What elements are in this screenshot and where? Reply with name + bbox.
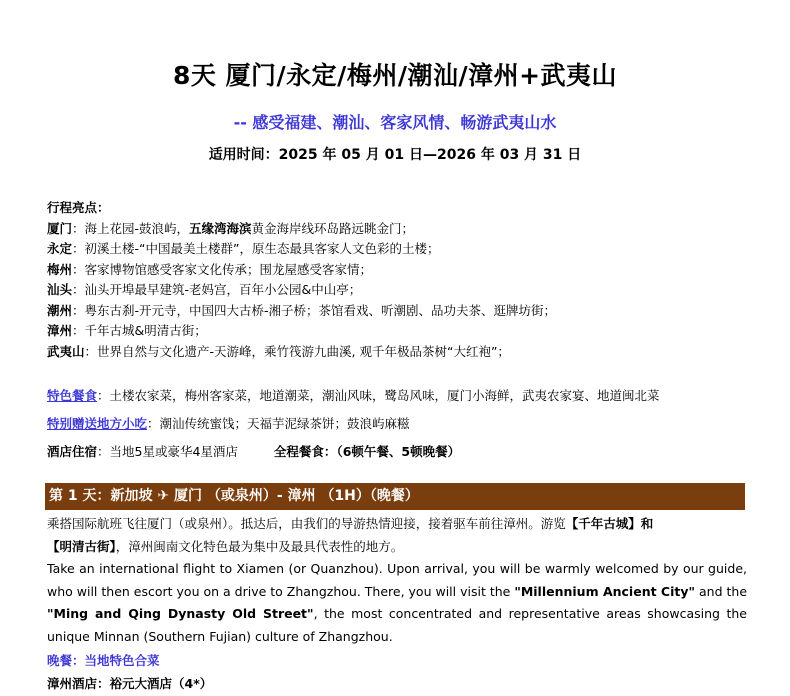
highlight-label: 汕头 <box>47 282 73 297</box>
highlight-text: ：千年古城&明清古街； <box>72 323 207 338</box>
day-1-cn-text: 乘搭国际航班飞往厦门（或泉州）。抵达后，由我们的导游热情迎接，接着驱车前往漳州。游览 <box>47 516 566 531</box>
day-1-description-cn <box>47 513 747 558</box>
highlight-label: 潮州 <box>47 302 73 318</box>
validity-period: 适用时间：2025 年 05 月 01 日—2026 年 03 月 31 日 <box>208 147 582 163</box>
highlight-text: ：客家博物馆感受客家文化传承；围龙屋感受客家情； <box>72 261 373 277</box>
page-title: 8天 厦门/永定/梅州/潮汕/漳州+武夷山 <box>172 61 618 90</box>
page-subtitle: -- 感受福建、潮汕、客家风情、畅游武夷山水 <box>233 113 557 132</box>
day-1-hotel: 漳州酒店：裕元大酒店（4*） <box>47 676 213 691</box>
highlights-section <box>47 198 767 362</box>
day-1-cn-bold-a: 【千年古城】和 <box>565 516 654 531</box>
special-meals-line <box>47 386 777 404</box>
highlight-item <box>47 239 767 260</box>
highlight-text: ：汕头开埠最早建筑-老妈宫，百年小公园&中山亭； <box>72 282 362 297</box>
day-1-description-en <box>47 558 747 648</box>
highlight-label: 厦门 <box>47 220 73 236</box>
highlight-label: 武夷山 <box>47 343 85 359</box>
highlight-item <box>47 260 767 281</box>
highlight-item <box>47 342 767 363</box>
day-1-cn-text-c: ，漳州闽南文化特色最为集中及最具代表性的地方。 <box>115 538 404 554</box>
special-meals-link[interactable]: 特色餐食 <box>47 388 98 403</box>
highlight-item <box>47 301 767 322</box>
highlight-label: 梅州 <box>47 261 73 277</box>
highlights-heading: 行程亮点： <box>47 200 110 215</box>
meals-label: 全程餐食： <box>273 444 337 459</box>
day-1-en-bold-a: "Millennium Ancient City" <box>514 583 696 599</box>
highlight-text: ：初溪土楼-“中国最美土楼群”，原生态最具客家人文色彩的土楼； <box>72 241 440 256</box>
hotel-label: 酒店住宿 <box>47 444 98 459</box>
highlight-bold: 五缘湾海滨 <box>189 220 252 236</box>
highlight-label: 漳州 <box>47 323 73 338</box>
gift-snacks-text: ：潮汕传统蜜饯；天福芋泥绿茶饼；鼓浪屿麻糍 <box>147 416 410 431</box>
highlight-item <box>47 219 767 240</box>
hotel-meals-line <box>47 442 777 460</box>
meals-text: （6顿午餐、5顿晚餐） <box>336 444 461 459</box>
day-1-en-text: Take an international flight to Xiamen (or Quanzhou). Upon arrival, you will be warmly welcomed by our guide, who will then escort you on a drive to Zhangzhou. There, you will visit the <box>47 561 747 599</box>
highlight-text: ：海上花园-鼓浪屿， <box>72 220 190 236</box>
hotel-text: ：当地5星或豪华4星酒店 <box>97 444 238 459</box>
day-1-en-bold-b: "Ming and Qing Dynasty Old Street" <box>47 606 314 621</box>
highlight-text: ：粤东古刹-开元寺，中国四大古桥-湘子桥；茶馆看戏、听潮剧、品功夫茶、逛牌坊街； <box>72 302 557 318</box>
gift-snacks-link[interactable]: 特别赠送地方小吃 <box>47 416 148 431</box>
highlight-item <box>47 321 767 342</box>
day-1-en-text-c: , the most concentrated and representative areas showcasing the unique Minnan (Southern Fujian) culture of Zhangzhou. <box>47 606 748 644</box>
day-1-header: 第 1 天：新加坡 ✈ 厦门 （或泉州）- 漳州 （1H）（晚餐） <box>45 483 745 510</box>
highlight-label: 永定 <box>47 241 73 256</box>
highlight-text: ：世界自然与文化遗产-天游峰，乘竹筏游九曲溪, 观千年极品茶树“大红袍”； <box>84 343 510 359</box>
day-1-cn-bold-b: 【明清古街】 <box>47 538 116 554</box>
gift-snacks-line <box>47 414 777 432</box>
day-1-en-mid: and the <box>695 583 748 599</box>
special-meals-text: ：土楼农家菜，梅州客家菜，地道潮菜，潮汕风味，鹭岛风味，厦门小海鲜，武夷农家宴、地道闽北菜 <box>97 388 660 403</box>
highlight-item <box>47 280 767 301</box>
highlight-text-b: 黄金海岸线环岛路远眺金门； <box>251 220 415 236</box>
day-1-dinner: 晚餐：当地特色合菜 <box>47 653 160 668</box>
